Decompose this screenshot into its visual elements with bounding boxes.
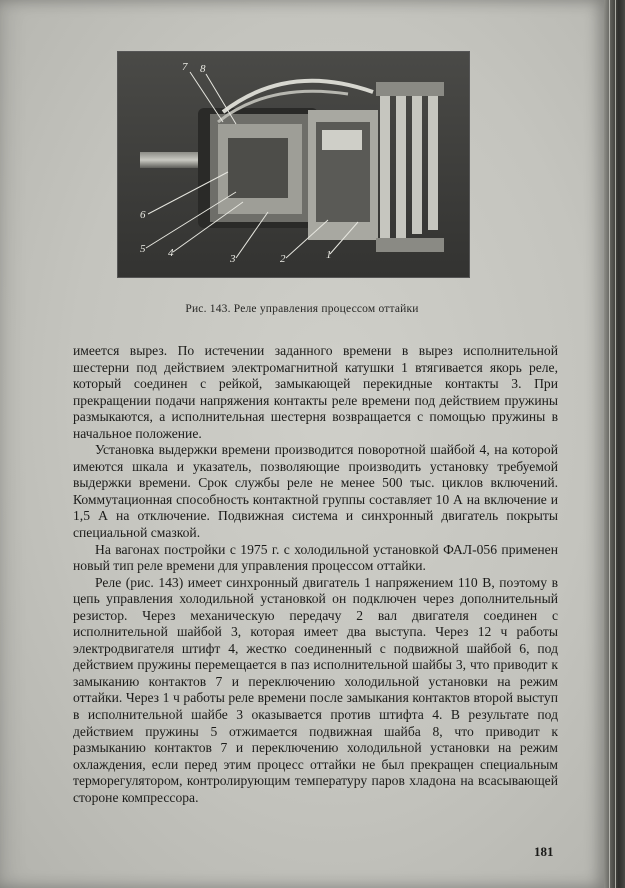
callout-4: 4 — [168, 247, 174, 259]
callout-5: 5 — [140, 243, 146, 255]
paragraph: Установка выдержки времени производится поворотной шайбой 4, на которой имеются шкала и указатель, позволяющие производить установку требуемой выдержки времени. Срок службы реле не менее 500 тыс. циклов включений. Коммутационная способность контактной группы составляет 10 А на включение и 1,5 А на отключение. Подвижная система и синхронный двигатель покрыты специальной смазкой. — [73, 442, 558, 541]
callout-7: 7 — [182, 61, 188, 73]
book-spine — [604, 0, 625, 888]
callout-3: 3 — [230, 253, 236, 265]
body-text — [73, 343, 558, 806]
figure-caption: Рис. 143. Реле управления процессом оттайки — [185, 303, 419, 315]
page-number: 181 — [534, 844, 554, 859]
relay-photo-illustration — [118, 52, 469, 277]
paragraph: Реле (рис. 143) имеет синхронный двигатель 1 напряжением 110 В, поэтому в цепь управления холодильной установкой он подключен через дополнительный резистор. Через механическую передачу 2 вал двигателя соединен с исполнительной шайбой 3, которая имеет два выступа. Через 12 ч работы электродвигателя штифт 4, жестко соединенный с подвижной шайбой 6, под действием пружины перемещается в паз исполнительной шайбы 3, что приводит к замыканию контактов 7 и переключению холодильной установки на режим оттайки. Через 1 ч работы реле времени после замыкания контактов второй выступ в исполнительной шайбе 3 оказывается против штифта 4. В результате под действием пружины 5 отжимается подвижная шайба 8, что приводит к размыканию контактов 7 и переключению холодильной установки на режим охлаждения, если перед этим процесс оттайки не был прекращен специальным терморегулятором, контролирующим температуру паров хладона на всасывающей стороне компрессора. — [73, 574, 558, 805]
callout-1: 1 — [326, 249, 332, 261]
paragraph: имеется вырез. По истечении заданного времени в вырез исполнительной шестерни под действием электромагнитной катушки 1 втягивается якорь реле, который соединен с рейкой, замыкающей перекидные контакты 3. При прекращении подачи напряжения контакты реле времени под действием пружины размыкаются, а исполнительная шестерня возвращается с помощью пружины в начальное положение. — [73, 343, 558, 441]
callout-6: 6 — [140, 209, 146, 221]
callout-8: 8 — [200, 63, 206, 75]
callout-2: 2 — [280, 253, 286, 265]
paragraph: На вагонах постройки с 1975 г. с холодильной установкой ФАЛ-056 применен новый тип реле времени для управления процессом оттайки. — [73, 541, 558, 574]
relay-photograph — [118, 52, 469, 277]
